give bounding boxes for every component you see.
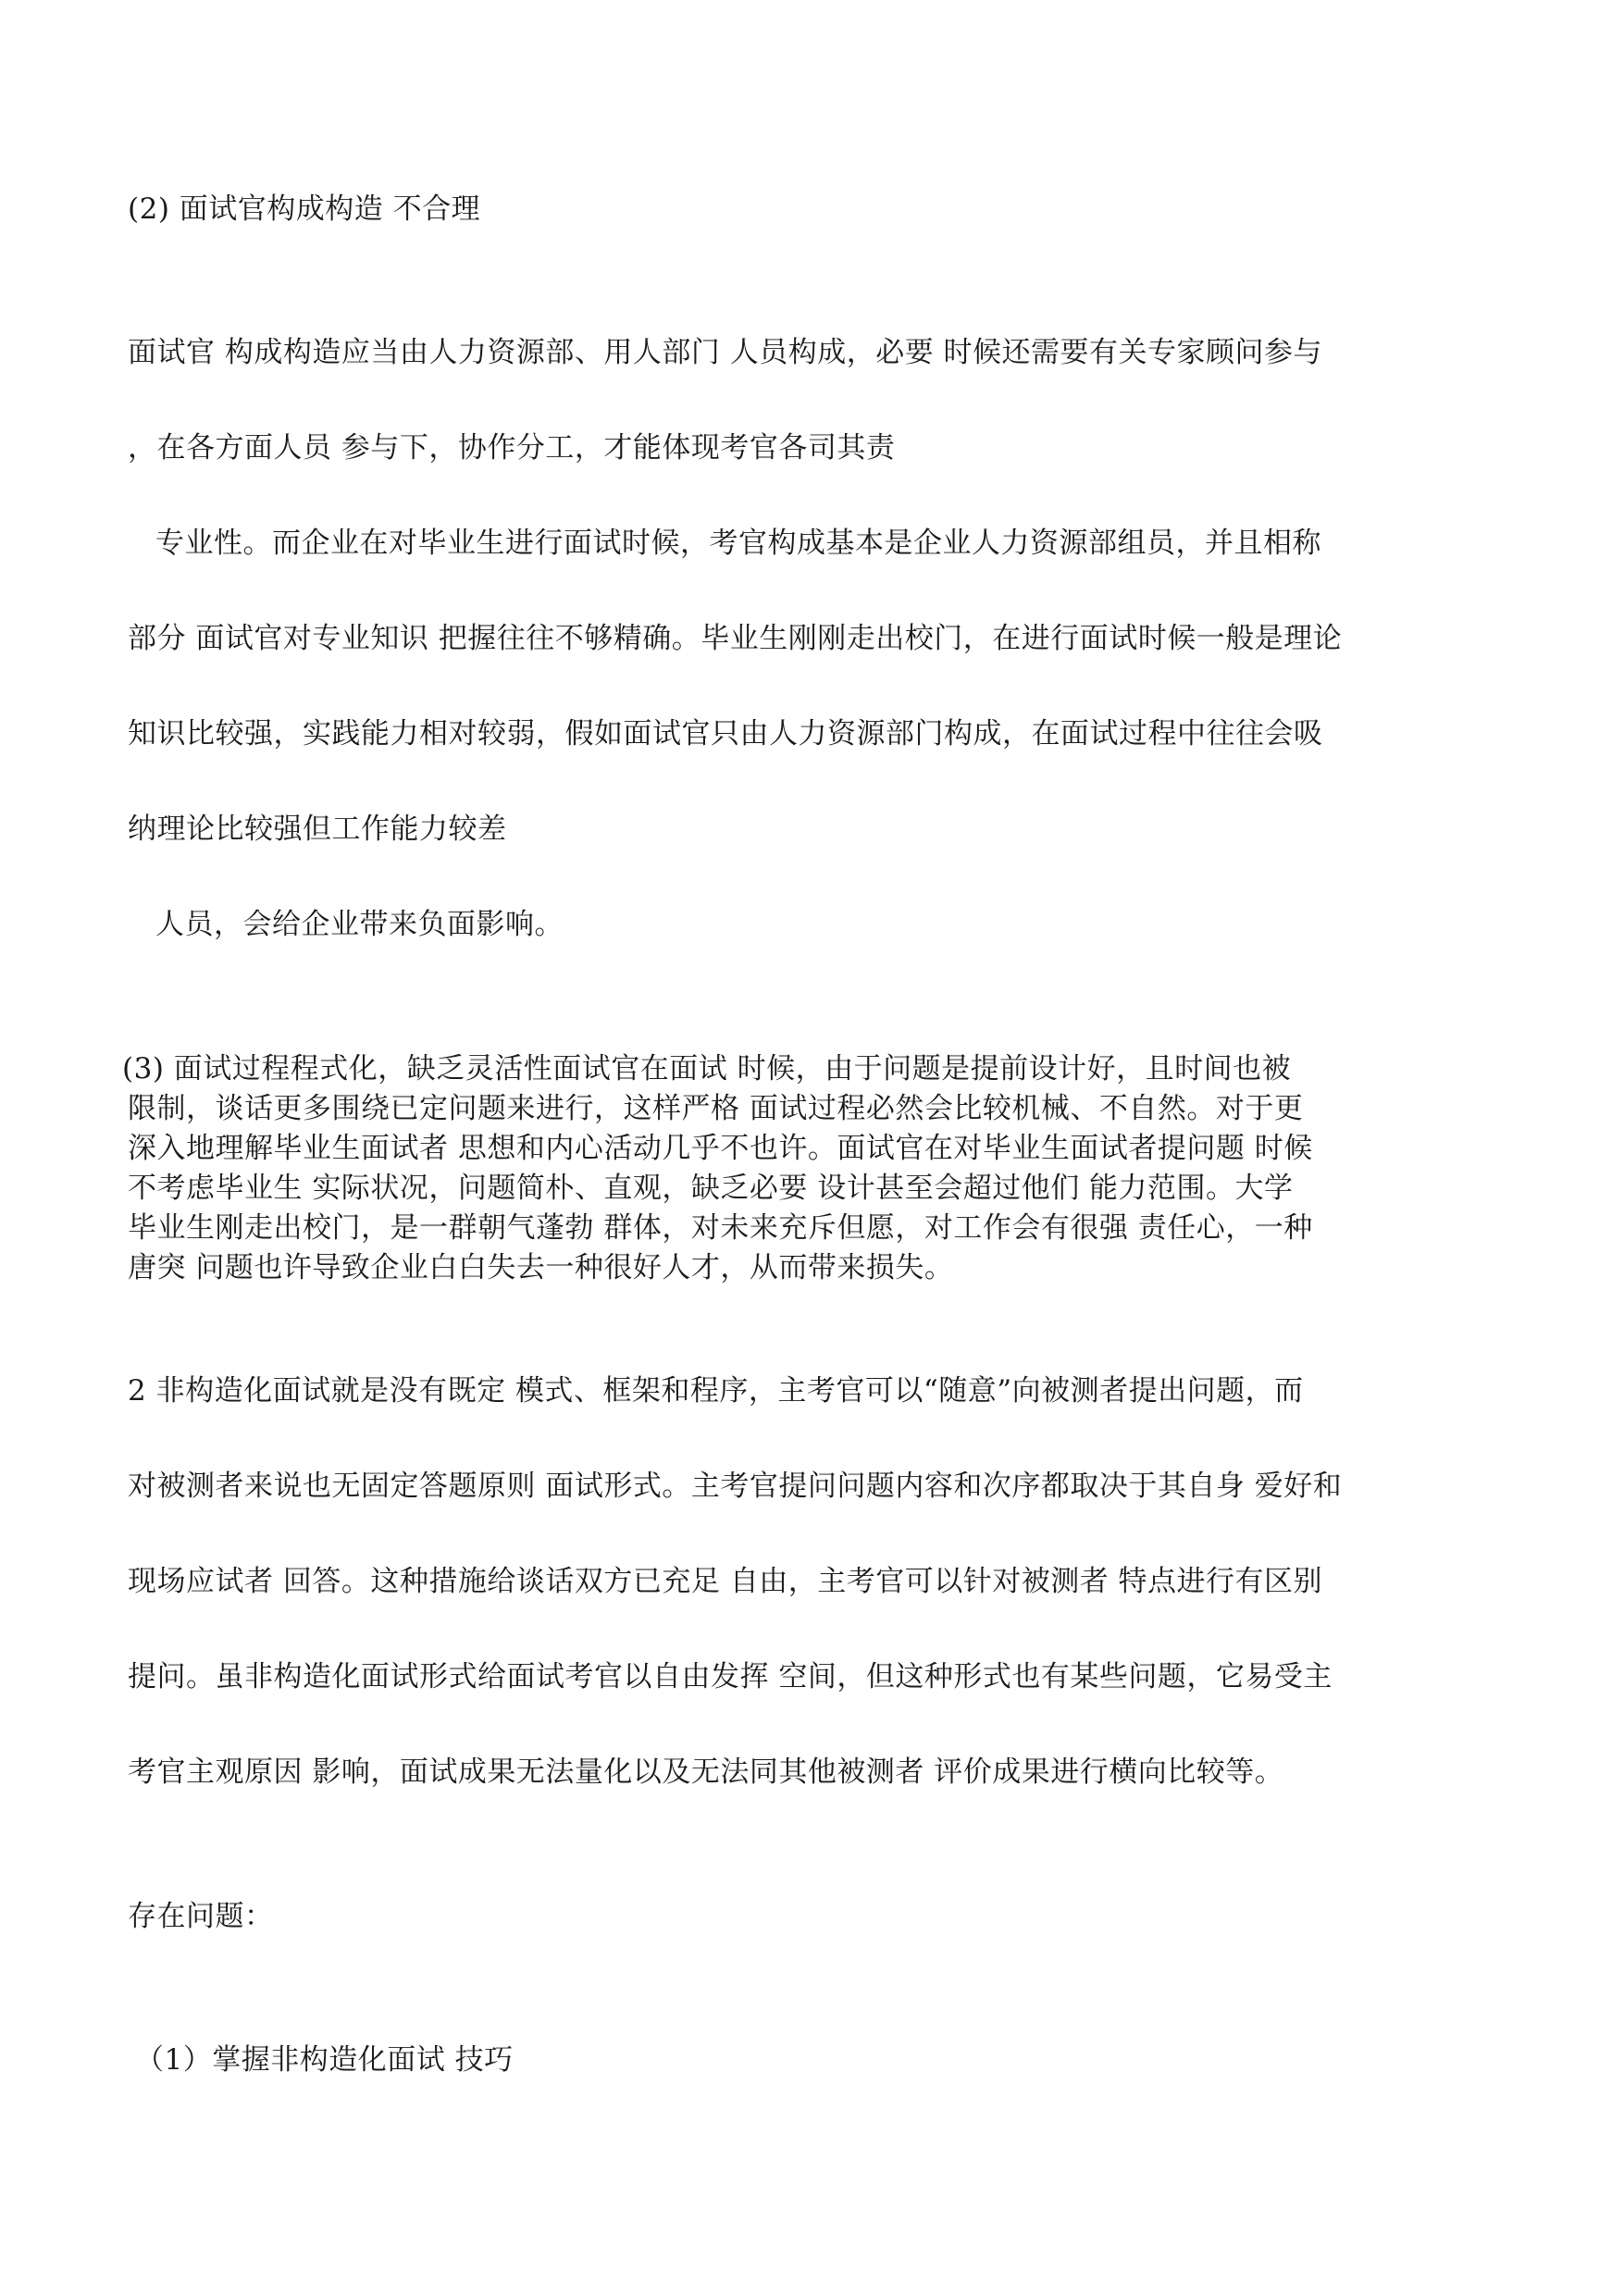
para-2-line-1: 面试官 构成构造应当由人力资源部、用人部门 人员构成，必要 时候还需要有关专家顾问参与 <box>128 336 1323 369</box>
para-3-line-6: 唐突 问题也许导致企业白白失去一种很好人才，从而带来损失。 <box>128 1251 954 1284</box>
para-2-line-3: 专业性。而企业在对毕业生进行面试时候，考官构成基本是企业人力资源部组员，并且相称 <box>155 527 1321 560</box>
para-3-line-5: 毕业生刚走出校门，是一群朝气蓬勃 群体，对未来充斥但愿，对工作会有很强 责任心，一种 <box>128 1211 1313 1245</box>
problems-label: 存在问题： <box>128 1900 274 1933</box>
para-3-line-4: 不考虑毕业生 实际状况，问题简朴、直观，缺乏必要 设计甚至会超过他们 能力范围。大学 <box>128 1172 1294 1205</box>
para-2-line-6: 纳理论比较强但工作能力较差 <box>128 813 507 846</box>
para-2-line-4: 部分 面试官对专业知识 把握往往不够精确。毕业生刚刚走出校门，在进行面试时候一般是理论 <box>128 622 1343 655</box>
nonstructured-line-1: 2 非构造化面试就是没有既定 模式、框架和程序，主考官可以“随意”向被测者提出问题，而 <box>128 1374 1304 1408</box>
para-3-line-1: (3) 面试过程程式化，缺乏灵活性面试官在面试 时候，由于问题是提前设计好，且时间也被 <box>122 1052 1292 1085</box>
nonstructured-line-4: 提问。虽非构造化面试形式给面试考官以自由发挥 空间，但这种形式也有某些问题，它易受主 <box>128 1660 1333 1693</box>
para-2-line-2: ，在各方面人员 参与下，协作分工，才能体现考官各司其责 <box>128 431 896 465</box>
nonstructured-line-3: 现场应试者 回答。这种措施给谈话双方已充足 自由，主考官可以针对被测者 特点进行有区别 <box>128 1565 1323 1598</box>
para-3-line-3: 深入地理解毕业生面试者 思想和内心活动几乎不也许。面试官在对毕业生面试者提问题 时候 <box>128 1132 1313 1165</box>
nonstructured-line-5: 考官主观原因 影响，面试成果无法量化以及无法同其他被测者 评价成果进行横向比较等。 <box>128 1755 1284 1789</box>
item-1: （1）掌握非构造化面试 技巧 <box>135 2043 514 2077</box>
nonstructured-line-2: 对被测者来说也无固定答题原则 面试形式。主考官提问问题内容和次序都取决于其自身 爱好和 <box>128 1470 1343 1503</box>
heading-2: (2) 面试官构成构造 不合理 <box>128 192 481 226</box>
para-2-line-5: 知识比较强，实践能力相对较弱，假如面试官只由人力资源部门构成，在面试过程中往往会吸 <box>128 717 1323 751</box>
para-2-line-7: 人员，会给企业带来负面影响。 <box>155 908 564 941</box>
para-3-line-2: 限制，谈话更多围绕已定问题来进行，这样严格 面试过程必然会比较机械、不自然。对于更 <box>128 1092 1304 1125</box>
